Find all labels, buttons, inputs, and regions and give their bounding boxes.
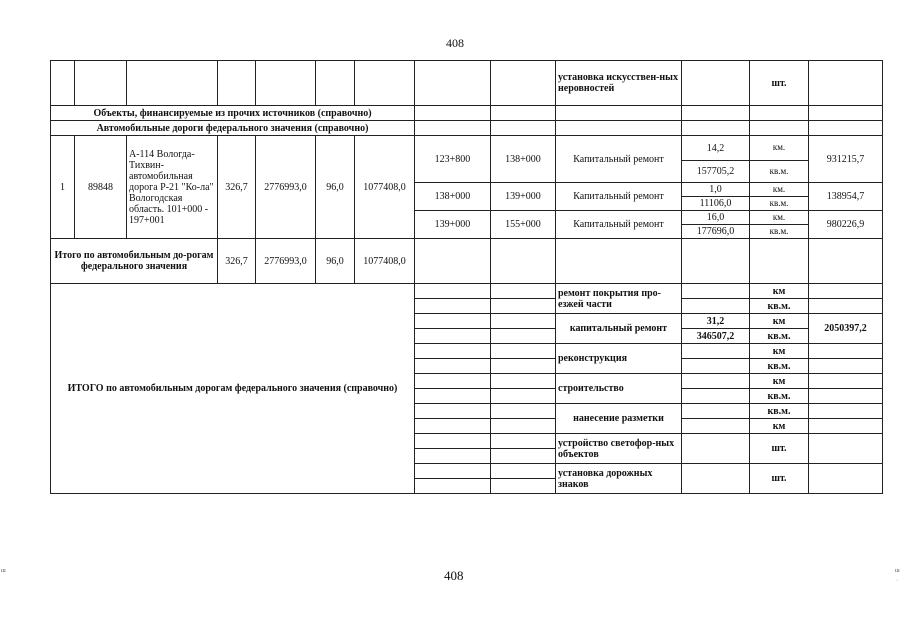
- total-label: ИТОГО по автомобильным дорогам федерального значения (справочно): [51, 284, 415, 494]
- page-number-top: 408: [446, 36, 464, 50]
- margin-mark-right-dot: ·: [896, 578, 898, 584]
- unit-cell: шт.: [750, 434, 809, 464]
- subtotal-label: Итого по автомобильным до-рогам федерального значения: [51, 239, 218, 284]
- segment-km-unit: км.: [750, 211, 809, 225]
- unit-cell: км: [750, 374, 809, 389]
- segment-area: 157705,2: [682, 161, 750, 183]
- segment-work: Капитальный ремонт: [556, 136, 682, 183]
- section-header-row: [51, 121, 883, 136]
- unit-cell: шт.: [750, 464, 809, 494]
- segment-km-unit: км.: [750, 136, 809, 161]
- object-percent: 96,0: [316, 136, 355, 239]
- subtotal-amount: 1077408,0: [355, 239, 415, 284]
- unit-cell: кв.м.: [750, 359, 809, 374]
- segment-to: 138+000: [491, 136, 556, 183]
- segment-area-unit: кв.м.: [750, 161, 809, 183]
- unit-cell: км: [750, 314, 809, 329]
- unit-cell: кв.м.: [750, 299, 809, 314]
- segment-from: 138+000: [415, 183, 491, 211]
- segment-from: 123+800: [415, 136, 491, 183]
- object-length: 326,7: [218, 136, 256, 239]
- segment-area-unit: кв.м.: [750, 197, 809, 211]
- segment-from: 139+000: [415, 211, 491, 239]
- page-number-bottom: 408: [444, 568, 464, 583]
- object-amount: 1077408,0: [355, 136, 415, 239]
- unit-cell: кв.м.: [750, 404, 809, 419]
- work-road-signs: установка дорожных знаков: [556, 464, 682, 494]
- segment-sum: 980226,9: [809, 211, 883, 239]
- segment-sum: 138954,7: [809, 183, 883, 211]
- segment-to: 155+000: [491, 211, 556, 239]
- unit-cell: км: [750, 419, 809, 434]
- work-construction: строительство: [556, 374, 682, 404]
- segment-km: 14,2: [682, 136, 750, 161]
- segment-sum: 931215,7: [809, 136, 883, 183]
- margin-mark-right: ш: [895, 568, 900, 574]
- row-number: 1: [51, 136, 75, 239]
- table-row: [51, 136, 883, 161]
- subtotal-length: 326,7: [218, 239, 256, 284]
- subtotal-row: [51, 239, 883, 284]
- work-type-cell: установка искусствен-ных неровностей: [556, 61, 682, 106]
- segment-to: 139+000: [491, 183, 556, 211]
- section-title: Объекты, финансируемые из прочих источников (справочно): [51, 106, 415, 121]
- unit-cell: кв.м.: [750, 389, 809, 404]
- subtotal-percent: 96,0: [316, 239, 355, 284]
- work-reconstruction: реконструкция: [556, 344, 682, 374]
- total-sum: 2050397,2: [809, 314, 883, 344]
- work-capital: капитальный ремонт: [556, 314, 682, 344]
- segment-work: Капитальный ремонт: [556, 211, 682, 239]
- section-header-row: [51, 106, 883, 121]
- total-row: [51, 284, 883, 299]
- segment-km: 1,0: [682, 183, 750, 197]
- value-cell: 31,2: [682, 314, 750, 329]
- section-subtitle: Автомобильные дороги федерального значения (справочно): [51, 121, 415, 136]
- table-row: [51, 61, 883, 106]
- work-traffic-lights: устройство светофор-ных объектов: [556, 434, 682, 464]
- margin-mark-left: ш: [1, 568, 6, 574]
- segment-km: 16,0: [682, 211, 750, 225]
- segment-area: 11106,0: [682, 197, 750, 211]
- segment-work: Капитальный ремонт: [556, 183, 682, 211]
- work-repair: ремонт покрытия про-езжей части: [556, 284, 682, 314]
- unit-cell: км: [750, 344, 809, 359]
- value-cell: 346507,2: [682, 329, 750, 344]
- segment-area-unit: кв.м.: [750, 225, 809, 239]
- unit-cell: кв.м.: [750, 329, 809, 344]
- work-marking: нанесение разметки: [556, 404, 682, 434]
- object-name: А-114 Вологда-Тихвин-автомобильная дорога Р-21 "Ко-ла" Вологодская область. 101+000 - 197+001: [127, 136, 218, 239]
- object-cost: 2776993,0: [256, 136, 316, 239]
- object-code: 89848: [75, 136, 127, 239]
- segment-area: 177696,0: [682, 225, 750, 239]
- unit-cell: км: [750, 284, 809, 299]
- unit-cell: шт.: [750, 61, 809, 106]
- subtotal-cost: 2776993,0: [256, 239, 316, 284]
- segment-km-unit: км.: [750, 183, 809, 197]
- document-table: [50, 60, 883, 494]
